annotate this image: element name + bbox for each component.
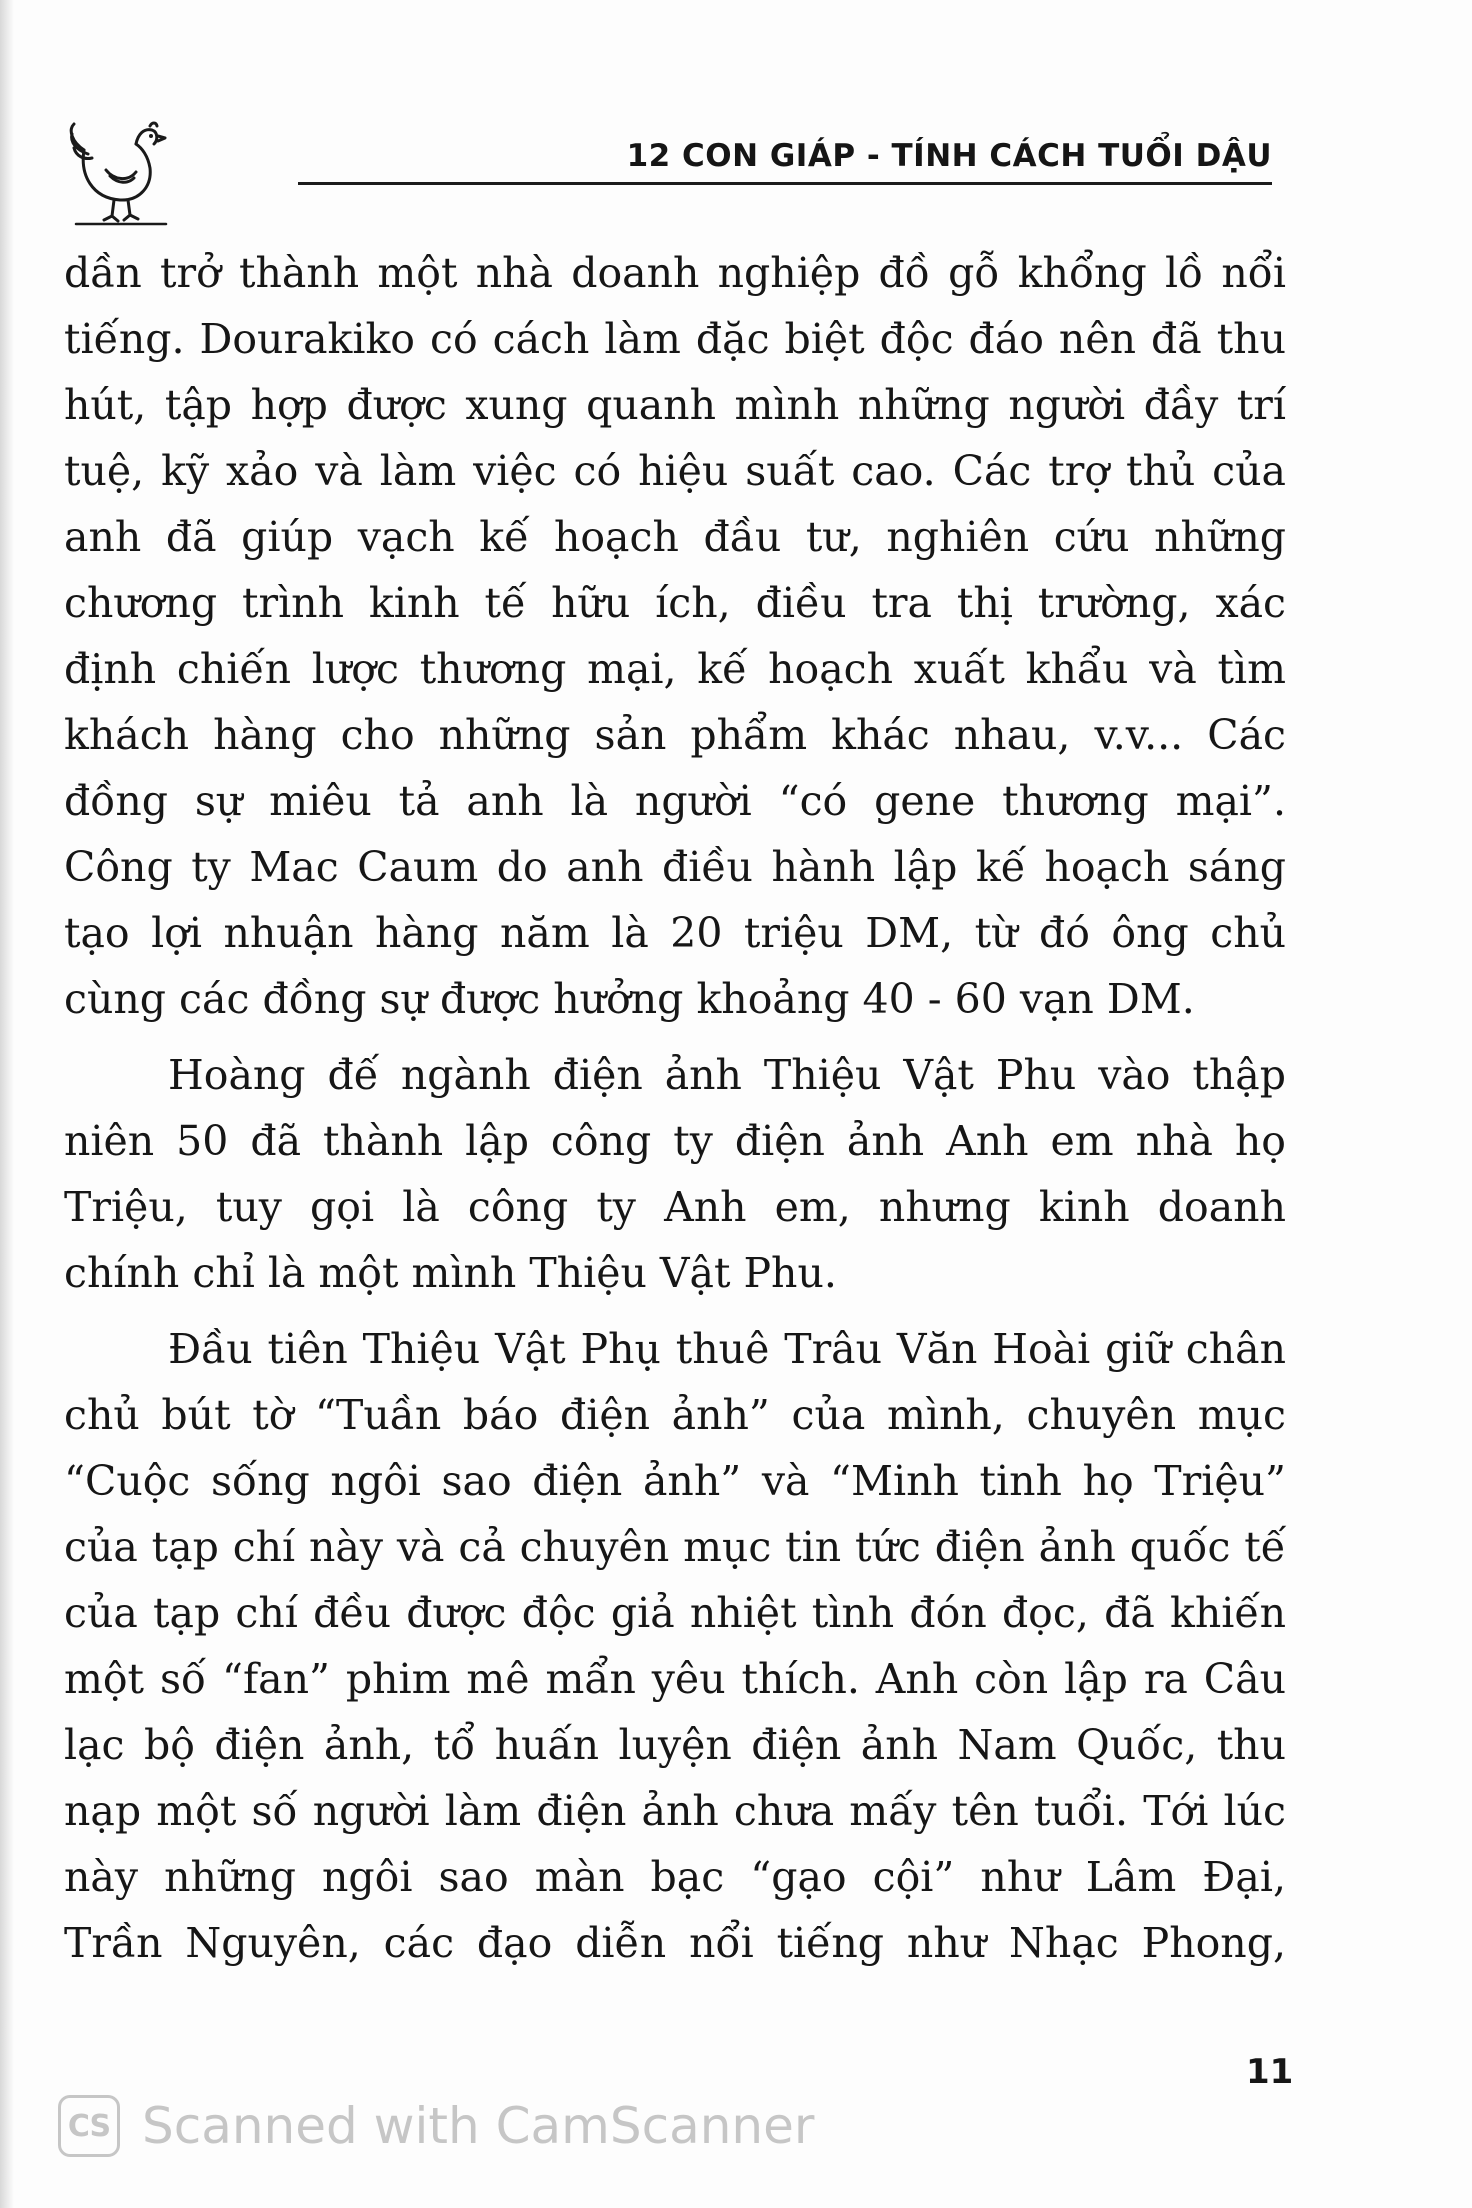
text-line: niên 50 đã thành lập công ty điện ảnh Anh em nhà họ bbox=[64, 1117, 1286, 1165]
paragraph-gap bbox=[64, 1032, 1286, 1042]
text-line: hút, tập hợp được xung quanh mình những người đầy trí bbox=[64, 381, 1286, 429]
text-line: Hoàng đế ngành điện ảnh Thiệu Vật Phu vào thập bbox=[168, 1051, 1286, 1099]
text-line: một số “fan” phim mê mẩn yêu thích. Anh còn lập ra Câu bbox=[64, 1655, 1286, 1703]
text-line: Trần Nguyên, các đạo diễn nổi tiếng như Nhạc Phong, bbox=[64, 1919, 1286, 1967]
text-line: Triệu, tuy gọi là công ty Anh em, nhưng kinh doanh bbox=[64, 1183, 1286, 1231]
watermark-text: Scanned with CamScanner bbox=[142, 2097, 815, 2155]
text-line: “Cuộc sống ngôi sao điện ảnh” và “Minh tinh họ Triệu” bbox=[64, 1457, 1286, 1505]
text-line: tiếng. Dourakiko có cách làm đặc biệt độc đáo nên đã thu bbox=[64, 315, 1286, 363]
text-line: khách hàng cho những sản phẩm khác nhau, v.v... Các bbox=[64, 711, 1286, 759]
rooster-icon bbox=[62, 120, 170, 230]
text-line: đồng sự miêu tả anh là người “có gene thương mại”. bbox=[64, 777, 1286, 825]
text-line: của tạp chí này và cả chuyên mục tin tức điện ảnh quốc tế bbox=[64, 1523, 1286, 1571]
text-line: chính chỉ là một mình Thiệu Vật Phu. bbox=[64, 1249, 837, 1297]
text-line: anh đã giúp vạch kế hoạch đầu tư, nghiên cứu những bbox=[64, 513, 1286, 561]
camscanner-watermark bbox=[58, 2090, 814, 2162]
text-line: lạc bộ điện ảnh, tổ huấn luyện điện ảnh Nam Quốc, thu bbox=[64, 1721, 1286, 1769]
paragraph-gap bbox=[64, 1306, 1286, 1316]
text-line: chương trình kinh tế hữu ích, điều tra thị trường, xác bbox=[64, 579, 1286, 627]
text-line: nạp một số người làm điện ảnh chưa mấy tên tuổi. Tới lúc bbox=[64, 1787, 1286, 1835]
text-line: của tạp chí đều được độc giả nhiệt tình đón đọc, đã khiến bbox=[64, 1589, 1286, 1637]
text-line: này những ngôi sao màn bạc “gạo cội” như Lâm Đại, bbox=[64, 1853, 1286, 1901]
text-line: định chiến lược thương mại, kế hoạch xuất khẩu và tìm bbox=[64, 645, 1286, 693]
text-line: Đầu tiên Thiệu Vật Phụ thuê Trâu Văn Hoài giữ chân bbox=[168, 1325, 1286, 1373]
text-line: Công ty Mac Caum do anh điều hành lập kế hoạch sáng bbox=[64, 843, 1286, 891]
text-line: tạo lợi nhuận hàng năm là 20 triệu DM, từ đó ông chủ bbox=[64, 909, 1286, 957]
running-header-title: 12 CON GIÁP - TÍNH CÁCH TUỔI DẬU bbox=[626, 138, 1272, 174]
camscanner-logo-icon: CS bbox=[58, 2095, 120, 2157]
text-line: tuệ, kỹ xảo và làm việc có hiệu suất cao. Các trợ thủ của bbox=[64, 447, 1286, 495]
text-line: cùng các đồng sự được hưởng khoảng 40 - 60 vạn DM. bbox=[64, 975, 1195, 1023]
page-number: 11 bbox=[1246, 2052, 1294, 2092]
text-line: chủ bút tờ “Tuần báo điện ảnh” của mình, chuyên mục bbox=[64, 1391, 1286, 1439]
header-rule bbox=[298, 182, 1272, 185]
text-line: dần trở thành một nhà doanh nghiệp đồ gỗ khổng lồ nổi bbox=[64, 249, 1286, 297]
body-text bbox=[64, 240, 1286, 1976]
